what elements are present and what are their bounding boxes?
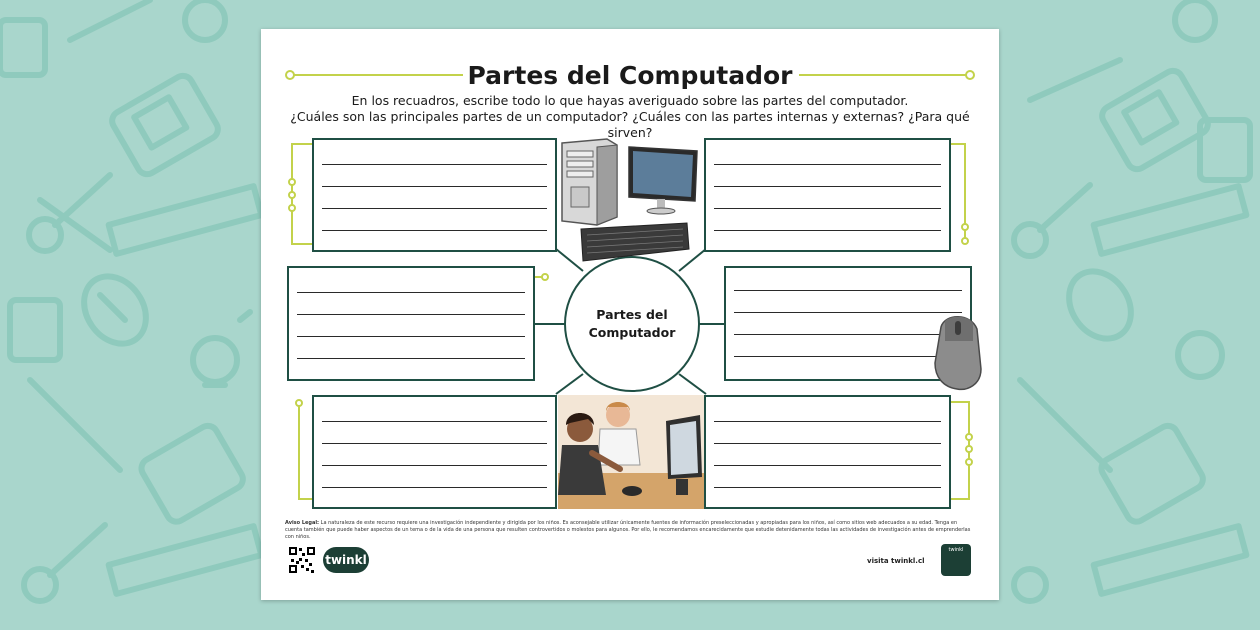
- computer-illustration: [559, 137, 703, 267]
- glue-bottle-icon: [1098, 422, 1207, 525]
- twinkl-logo: twinkl: [323, 547, 369, 573]
- instruction-line-2: ¿Cuáles son las principales partes de un computador? ¿Cuáles con las partes internas y externas? ¿Para qué sirven?: [290, 109, 970, 140]
- center-circle: [564, 256, 700, 392]
- scissors-icon: [29, 175, 110, 251]
- legal-text: La naturaleza de este recurso requiere una investigación independiente y dirigida por los niños. Es aconsejable utilizar únicamente fuentes de información preseleccionadas y apropiadas para los niños, así como sitios web adecuados a su edad. Tenga en cuenta también que puede haber aspectos de un tema o de la vida de una persona que resulten controvertidos o molestos para algunos. Por ello, le recomendamos encarecidamente que estudie detenidamente todas las actividades de investigación antes de emprenderlas con niños.: [285, 520, 971, 540]
- keyboard-icon: [581, 223, 689, 261]
- worksheet: [261, 29, 999, 600]
- ruler-icon: [109, 526, 262, 594]
- scissors-icon: [1014, 569, 1046, 601]
- legal-notice: [285, 520, 975, 541]
- visit-link[interactable]: visita twinkl.cl: [867, 557, 925, 565]
- lightbulb-icon: [185, 0, 225, 40]
- mouse-illustration: [931, 311, 985, 393]
- glue-bottle-icon: [138, 422, 247, 525]
- lightbulb-icon: [1175, 0, 1215, 40]
- tower-icon: [562, 139, 617, 225]
- ruler-icon: [109, 186, 262, 254]
- lightbulb-icon: [193, 312, 250, 385]
- legal-label: Aviso Legal:: [285, 520, 320, 526]
- quality-badge: [941, 544, 971, 576]
- qr-code-icon: [288, 546, 316, 574]
- ruler-icon: [1094, 186, 1247, 254]
- writing-box-bottom-right[interactable]: [704, 395, 951, 509]
- ruler-icon: [1094, 526, 1247, 594]
- writing-box-middle-left[interactable]: [287, 266, 535, 381]
- glue-bottle-icon: [109, 72, 222, 178]
- scissors-icon: [24, 525, 105, 601]
- center-label-line-2: Computador: [588, 325, 676, 340]
- writing-box-top-right[interactable]: [704, 138, 951, 252]
- screwdriver-icon: [1030, 60, 1250, 180]
- students-illustration: [558, 395, 704, 509]
- lightbulb-icon: [1178, 333, 1222, 377]
- screwdriver-icon: [10, 300, 120, 470]
- glue-bottle-icon: [1099, 67, 1212, 173]
- mouse-icon: [1056, 259, 1143, 350]
- page-title: Partes del Computador: [467, 61, 793, 90]
- screwdriver-icon: [0, 0, 150, 75]
- center-label-line-1: Partes del: [596, 307, 668, 322]
- badge-label: twinkl: [948, 547, 964, 553]
- writing-box-bottom-left[interactable]: [312, 395, 557, 509]
- mouse-icon: [71, 264, 158, 355]
- instruction-line-1: En los recuadros, escribe todo lo que hayas averiguado sobre las partes del computador.: [351, 93, 909, 108]
- screwdriver-icon: [1020, 380, 1110, 470]
- writing-box-top-left[interactable]: [312, 138, 557, 252]
- scissors-icon: [1014, 185, 1090, 256]
- monitor-icon: [629, 147, 697, 214]
